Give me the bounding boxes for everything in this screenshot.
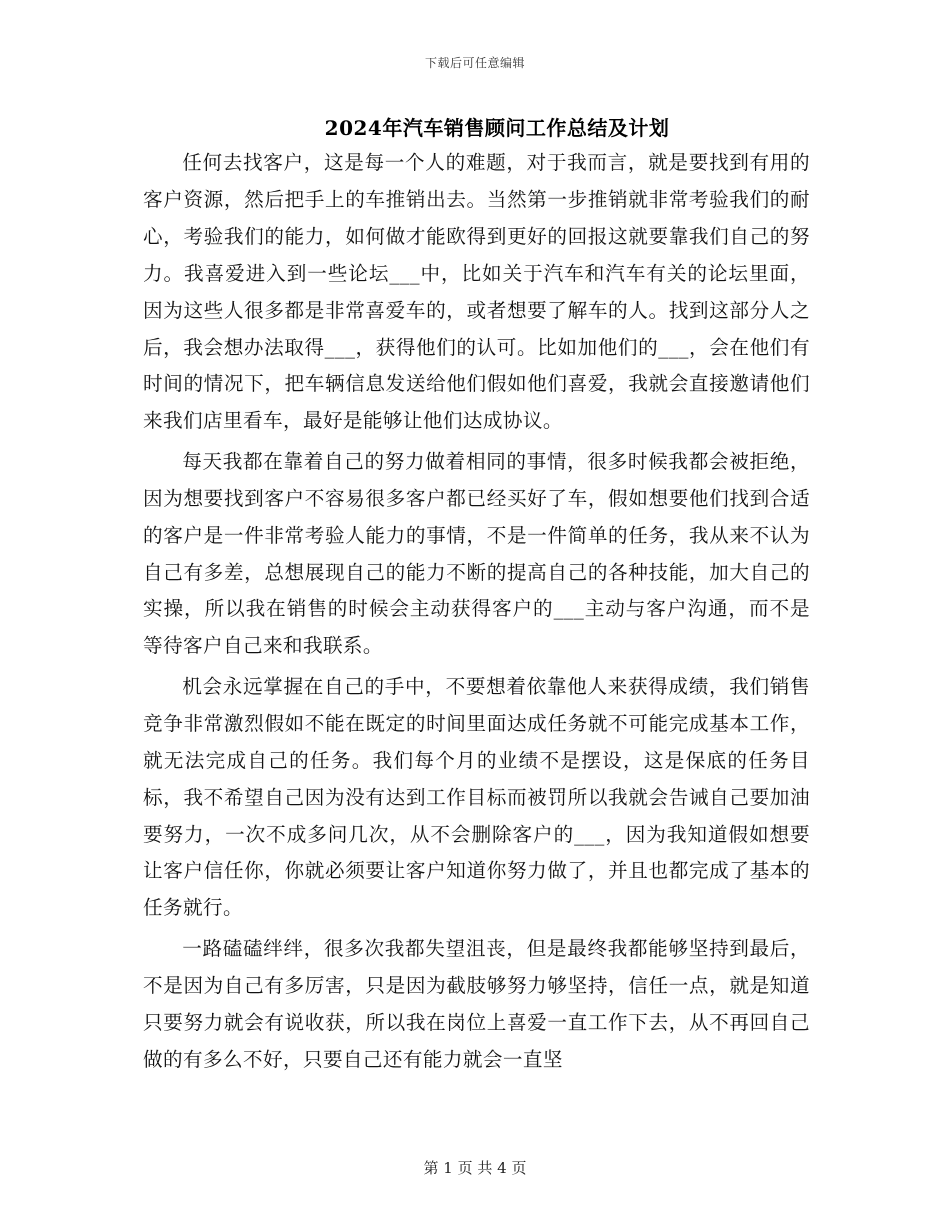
page-number-footer: 第 1 页 共 4 页	[423, 1159, 527, 1177]
paragraph-1: 任何去找客户，这是每一个人的难题，对于我而言，就是要找到有用的客户资源，然后把手上的车推销出去。当然第一步推销就非常考验我们的耐心，考验我们的能力，如何做才能欧得到更好的回报这就要靠我们自己的努力。我喜爱进入到一些论坛___中，比如关于汽车和汽车有关的论坛里面，因为这些人很多都是非常喜爱车的，或者想要了解车的人。找到这部分人之后，我会想办法取得___，获得他们的认可。比如加他们的___，会在他们有时间的情况下，把车辆信息发送给他们假如他们喜爱，我就会直接邀请他们来我们店里看车，最好是能够让他们达成协议。	[143, 151, 810, 433]
document-body	[143, 145, 810, 1082]
paragraph-3: 机会永远掌握在自己的手中，不要想着依靠他人来获得成绩，我们销售竞争非常激烈假如不能在既定的时间里面达成任务就不可能完成基本工作，就无法完成自己的任务。我们每个月的业绩不是摆设，这是保底的任务目标，我不希望自己因为没有达到工作目标而被罚所以我就会告诫自己要加油要努力，一次不成多问几次，从不会删除客户的___，因为我知道假如想要让客户信任你，你就必须要让客户知道你努力做了，并且也都完成了基本的任务就行。	[143, 674, 810, 920]
paragraph-4: 一路磕磕绊绊，很多次我都失望沮丧，但是最终我都能够坚持到最后，不是因为自己有多厉害，只是因为截肢够努力够坚持，信任一点，就是知道只要努力就会有说收获，所以我在岗位上喜爱一直工作下去，从不再回自己做的有多么不好，只要自己还有能力就会一直坚	[143, 936, 810, 1071]
download-edit-note: 下载后可任意编辑	[424, 56, 525, 70]
document-title: 2024年汽车销售顾问工作总结及计划	[324, 116, 670, 140]
paragraph-2: 每天我都在靠着自己的努力做着相同的事情，很多时候我都会被拒绝，因为想要找到客户不容易很多客户都已经买好了车，假如想要他们找到合适的客户是一件非常考验人能力的事情，不是一件简单的任务，我从来不认为自己有多差，总想展现自己的能力不断的提高自己的各种技能，加大自己的实操，所以我在销售的时候会主动获得客户的___主动与客户沟通，而不是等待客户自己来和我联系。	[143, 449, 810, 658]
